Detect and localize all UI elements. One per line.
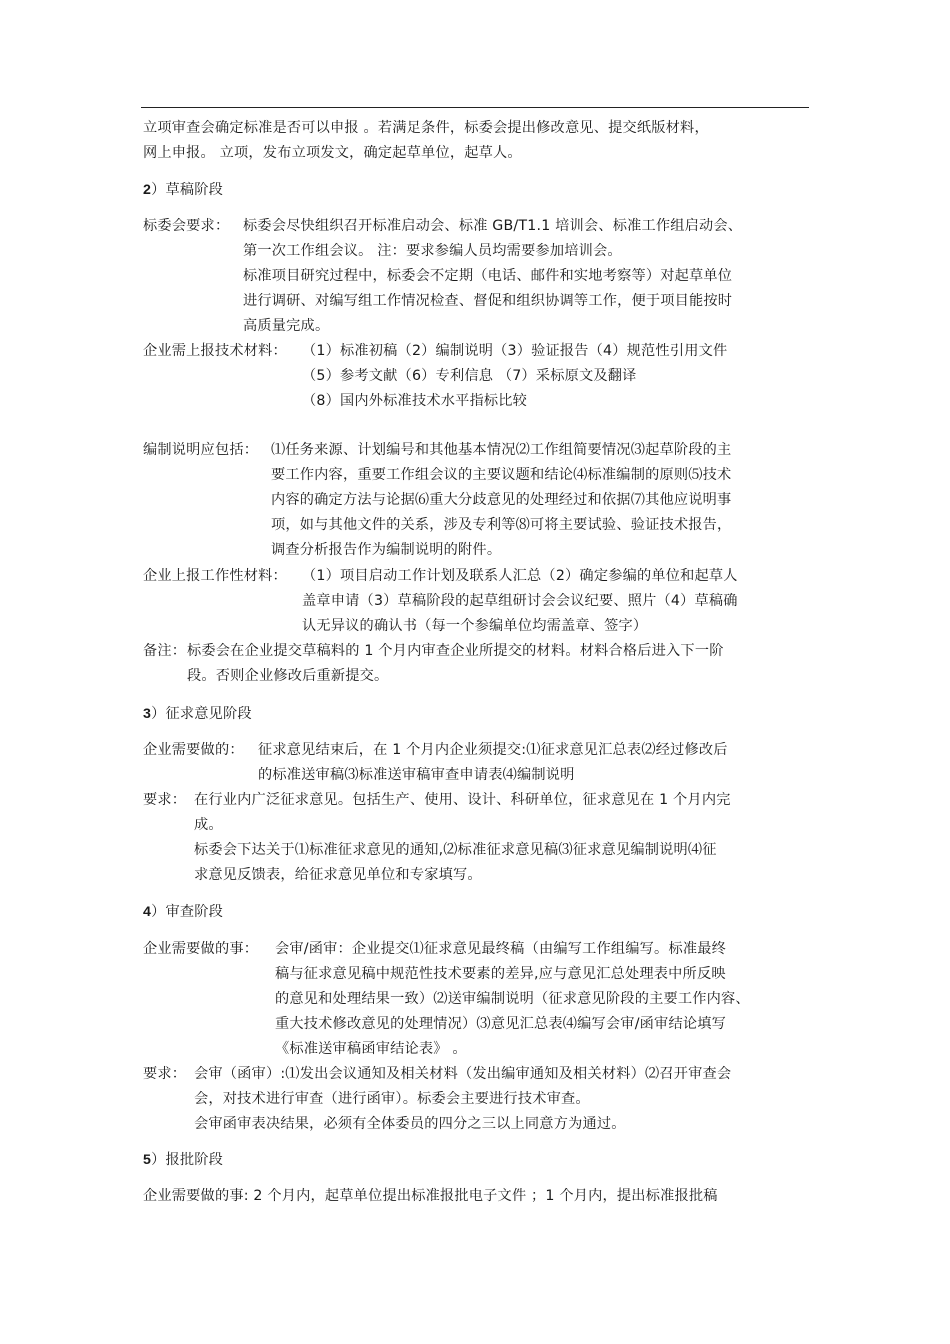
body-line: 第一次工作组会议。 注：要求参编人员均需要参加培训会。	[243, 243, 622, 259]
body-line: 调查分析报告作为编制说明的附件。	[271, 542, 502, 558]
s5-do-text: 2 个月内，起草单位提出标准报批电子文件 ；1 个月内，提出标准报批稿	[253, 1188, 718, 1204]
body-line: 标委会尽快组织召开标准启动会、标准 GB/T1.1 培训会、标准工作组启动会、	[243, 218, 743, 234]
body-line: 会审/函审：企业提交⑴征求意见最终稿（由编写工作组编写。标准最终	[275, 941, 726, 957]
s3-do-body	[258, 738, 728, 788]
body-line: 进行调研、对编写组工作情况检查、督促和组织协调等工作，便于项目能按时	[243, 293, 733, 309]
section-4-heading	[143, 900, 223, 925]
section-title: ）草稿阶段	[151, 182, 224, 198]
body-line: 会审函审表决结果，必须有全体委员的四分之三以上同意方为通过。	[194, 1116, 626, 1132]
s3-req-label: 要求：	[143, 792, 187, 808]
body-line: 稿与征求意见稿中规范性技术要素的差异,应与意见汇总处理表中所反映	[275, 966, 726, 982]
s4-do-body	[275, 937, 750, 1062]
section-title: ）审查阶段	[151, 904, 224, 920]
body-line: 求意见反馈表，给征求意见单位和专家填写。	[194, 867, 482, 883]
body-line: （1）项目启动工作计划及联系人汇总（2）确定参编的单位和起草人	[302, 568, 738, 584]
s2-work-body	[302, 564, 738, 639]
s4-req-label: 要求：	[143, 1066, 187, 1082]
s2-req-body	[243, 214, 742, 339]
s5-do-label: 企业需要做的事:	[143, 1188, 249, 1204]
body-line: 要工作内容，重要工作组会议的主要议题和结论⑷标准编制的原则⑸技术	[271, 467, 732, 483]
s4-req-body	[194, 1062, 731, 1137]
body-line: 在行业内广泛征求意见。包括生产、使用、设计、科研单位，征求意见在 1 个月内完	[194, 792, 731, 808]
s2-expl-label: 编制说明应包括：	[143, 442, 259, 458]
body-line: 会，对技术进行审查（进行函审）。标委会主要进行技术审查。	[194, 1091, 590, 1107]
body-line: 标委会在企业提交草稿料的 1 个月内审查企业所提交的材料。材料合格后进入下一阶	[187, 643, 724, 659]
section-number: 5	[143, 1152, 152, 1168]
s2-note-body	[187, 639, 724, 689]
body-line: 成。	[194, 817, 223, 833]
s3-req-body	[194, 788, 731, 888]
s2-work-label: 企业上报工作性材料：	[143, 568, 287, 584]
body-line: 高质量完成。	[243, 318, 330, 334]
s2-req-label: 标委会要求：	[143, 218, 230, 234]
section-3-heading	[143, 702, 252, 727]
body-line: 征求意见结束后，在 1 个月内企业须提交:⑴征求意见汇总表⑵经过修改后	[258, 742, 728, 758]
s2-tech-label: 企业需上报技术材料：	[143, 343, 287, 359]
intro-paragraph	[143, 116, 709, 166]
body-line: （1）标准初稿（2）编制说明（3）验证报告（4）规范性引用文件	[302, 343, 728, 359]
body-line: 标委会下达关于⑴标准征求意见的通知,⑵标准征求意见稿⑶征求意见编制说明⑷征	[194, 842, 717, 858]
body-line: 标准项目研究过程中，标委会不定期（电话、邮件和实地考察等）对起草单位	[243, 268, 733, 284]
intro-line: 立项审查会确定标准是否可以申报 。若满足条件，标委会提出修改意见、提交纸版材料，	[143, 120, 709, 136]
body-line: 会审（函审）:⑴发出会议通知及相关材料（发出编审通知及相关材料）⑵召开审查会	[194, 1066, 732, 1082]
s4-do-label: 企业需要做的事：	[143, 941, 259, 957]
section-2-heading	[143, 178, 223, 203]
body-line: 项，如与其他文件的关系，涉及专利等⑻可将主要试验、验证技术报告，	[271, 517, 732, 533]
s2-note-label: 备注：	[143, 643, 187, 659]
s3-do-label: 企业需要做的：	[143, 742, 244, 758]
body-line: 段。否则企业修改后重新提交。	[187, 668, 389, 684]
section-number: 2	[143, 182, 152, 198]
section-5-heading	[143, 1148, 223, 1173]
body-line: 的标准送审稿⑶标准送审稿审查申请表⑷编制说明	[258, 767, 575, 783]
body-line: 内容的确定方法与论据⑹重大分歧意见的处理经过和依据⑺其他应说明事	[271, 492, 732, 508]
body-line: 盖章申请（3）草稿阶段的起草组研讨会会议纪要、照片（4）草稿确	[302, 593, 738, 609]
section-title: ）征求意见阶段	[151, 706, 252, 722]
section-number: 4	[143, 904, 152, 920]
intro-line: 网上申报。 立项，发布立项发文，确定起草单位，起草人。	[143, 145, 522, 161]
body-line: ⑴任务来源、计划编号和其他基本情况⑵工作组简要情况⑶起草阶段的主	[271, 442, 732, 458]
body-line: （5）参考文献（6）专利信息 （7）采标原文及翻译	[302, 368, 637, 384]
header-rule	[141, 107, 809, 108]
body-line: 《标准送审稿函审结论表》 。	[275, 1041, 467, 1057]
body-line: （8）国内外标准技术水平指标比较	[302, 393, 528, 409]
body-line: 的意见和处理结果一致）⑵送审编制说明（征求意见阶段的主要工作内容、	[275, 991, 750, 1007]
body-line: 认无异议的确认书（每一个参编单位均需盖章、签字）	[302, 618, 648, 634]
body-line: 重大技术修改意见的处理情况）⑶意见汇总表⑷编写会审/函审结论填写	[275, 1016, 726, 1032]
s2-expl-body	[271, 438, 731, 563]
s2-tech-body	[302, 339, 727, 414]
s5-do-line	[143, 1184, 718, 1209]
section-number: 3	[143, 706, 152, 722]
section-title: ）报批阶段	[151, 1152, 224, 1168]
